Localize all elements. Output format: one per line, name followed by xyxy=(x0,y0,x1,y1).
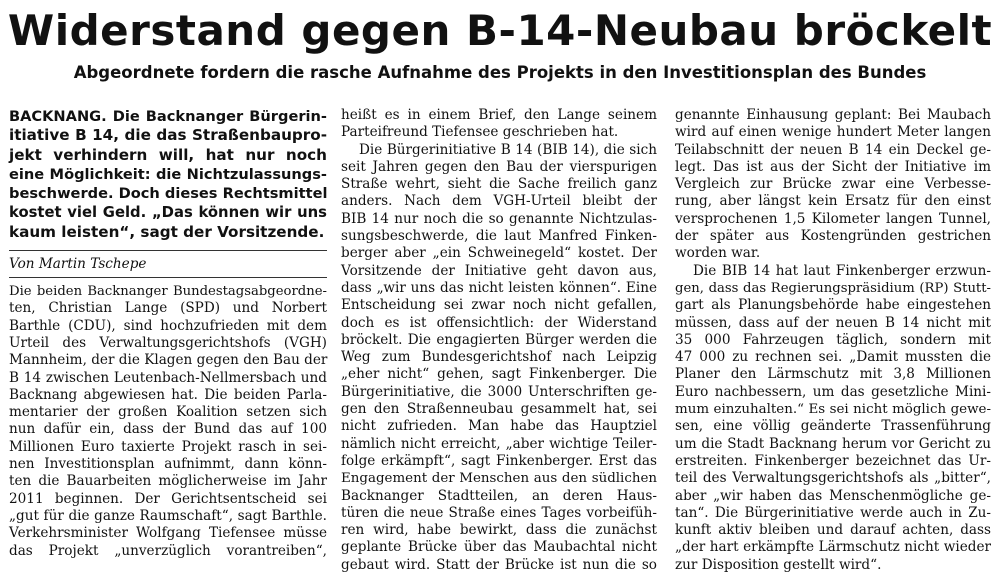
text-line: Die BIB 14 hat laut Finkenberger erzwun- xyxy=(693,262,991,279)
text-line: Teilabschnitt der neuen B 14 ein Deckel ge- xyxy=(675,141,991,158)
text-line: das Projekt „unverzüglich vorantreiben“, xyxy=(9,542,327,559)
lead-line: kaum leisten“, sagt der Vorsitzende. xyxy=(9,222,325,241)
lead-line: itiative B 14, die das Straßenbaupro- xyxy=(9,126,327,145)
text-line: Weg zum Bundesgerichtshof nach Leipzig xyxy=(341,349,657,366)
divider xyxy=(9,250,327,251)
lead-line: BACKNANG. Die Backnanger Bürgerin- xyxy=(9,108,327,125)
text-line: „eher nicht“ gehen, sagt Finkenberger. Die xyxy=(341,366,657,383)
column-body xyxy=(9,283,327,560)
text-line: Die Bürgerinitiative B 14 (BIB 14), die sich xyxy=(359,141,657,158)
text-line: 35 000 Fahrzeugen täglich, sondern mit xyxy=(675,331,991,348)
text-line: „gut für die ganze Raumschaft“, sagt Barthle. xyxy=(9,507,327,524)
lead-line: jekt verhindern will, hat nur noch xyxy=(9,145,327,164)
text-line: Barthle (CDU), sind hochzufrieden mit dem xyxy=(9,317,327,334)
text-line: Bürgerinitiative, die 3000 Unterschriften ge- xyxy=(341,383,657,400)
text-line: geplante Brücke über das Maubachtal nicht xyxy=(341,539,657,556)
article-subheadline: Abgeordnete fordern die rasche Aufnahme des Projekts in den Investitionsplan des Bundes xyxy=(73,63,927,82)
text-line: Euro nachbessern, um das gesetzliche Mini- xyxy=(675,383,991,400)
text-line: legt. Das ist aus der Sicht der Initiative im xyxy=(675,158,991,175)
text-line: Engagement der Menschen aus den südlichen xyxy=(341,471,657,487)
text-line: nun dafür ein, dass der Bund das auf 100 xyxy=(9,421,327,438)
text-line: Vergleich zur Brücke zwar eine Verbesse- xyxy=(675,176,991,193)
article-lead xyxy=(9,107,327,242)
text-line: gen, dass das Regierungspräsidium (RP) Stutt- xyxy=(675,280,991,296)
text-line: Millionen Euro taxierte Projekt rasch in sei- xyxy=(9,438,327,455)
text-line: B 14 zwischen Leutenbach-Nellmersbach und xyxy=(9,369,327,386)
article-headline: Widerstand gegen B-14-Neubau bröckelt xyxy=(7,6,993,55)
text-line: doch es ist offensichtlich: der Widerstand xyxy=(341,314,657,331)
article-column-2 xyxy=(341,107,657,574)
text-line: 47 000 zu rechnen sei. „Damit mussten die xyxy=(675,349,991,366)
text-line: mum einzuhalten.“ Es sei nicht möglich gewe- xyxy=(675,402,991,418)
text-line: folge erkämpft“, sagt Finkenberger. Erst das xyxy=(341,452,657,469)
article-byline: Von Martin Tschepe xyxy=(9,256,147,273)
text-line: ren wird, habe bewirkt, dass die zunächst xyxy=(341,522,657,539)
text-line: seit Jahren gegen den Bau der vierspurigen xyxy=(341,158,657,175)
text-line: Parteifreund Tiefensee geschrieben hat. xyxy=(341,124,619,141)
text-line: gebaut wird. Statt der Brücke ist nun die so xyxy=(341,556,657,573)
text-line: ten, Christian Lange (SPD) und Norbert xyxy=(9,300,327,317)
text-line: nämlich nicht erreicht, „aber wichtige Teiler- xyxy=(341,435,657,452)
lead-line: kostet viel Geld. „Das können wir uns xyxy=(9,204,327,222)
text-line: heißt es in einem Brief, den Lange seinem xyxy=(341,107,657,123)
text-line: gart als Planungsbehörde habe eingestehen xyxy=(675,297,991,314)
text-line: gen den Straßenneubau gesammelt hat, sei xyxy=(341,401,657,418)
text-line: türen die neue Straße eines Tages vorbeifüh- xyxy=(341,504,657,521)
text-line: nen Investitionsplan aufnimmt, dann könn- xyxy=(9,456,327,473)
text-line: um die Stadt Backnang herum vor Gericht zu xyxy=(675,435,991,452)
text-line: der später aus Kostengründen gestrichen xyxy=(675,228,991,245)
text-line: Straße wehrt, sieht die Sache freilich ganz xyxy=(341,176,657,193)
text-line: Die beiden Backnanger Bundestagsabgeordne- xyxy=(9,284,327,300)
text-line: rung, aber längst kein Ersatz für den einst xyxy=(675,193,991,210)
text-line: dass „wir uns das nicht leisten können“. Eine xyxy=(341,279,657,296)
text-line: BIB 14 nur noch die so genannte Nichtzulas- xyxy=(341,210,657,227)
lead-line: eine Möglichkeit: die Nichtzulassungs- xyxy=(9,165,327,183)
text-line: berger aber „ein Schweinegeld“ kostet. Der xyxy=(341,245,657,262)
article-column-1 xyxy=(9,107,327,560)
text-line: Verkehrsminister Wolfgang Tiefensee müsse xyxy=(9,525,327,542)
text-line: 2011 beginnen. Der Gerichtsentscheid sei xyxy=(9,490,327,507)
text-line: kunft aktiv bleiben und darauf achten, dass xyxy=(675,522,991,539)
text-line: mentarier der großen Koalition setzen sich xyxy=(9,404,327,421)
text-line: worden war. xyxy=(675,245,761,262)
text-line: „der hart erkämpfte Lärmschutz nicht wieder xyxy=(675,539,991,556)
text-line: nicht zufrieden. Man habe das Hauptziel xyxy=(341,418,657,435)
text-line: wird auf einen wenige hundert Meter langen xyxy=(675,124,991,141)
text-line: tan“. Die Bürgerinitiative werde auch in Zu- xyxy=(675,504,991,521)
lead-line: beschwerde. Doch dieses Rechtsmittel xyxy=(9,185,328,203)
text-line: Backnang abgewiesen hat. Die beiden Parla- xyxy=(9,386,327,403)
text-line: Mannheim, der die Klagen gegen den Bau der xyxy=(9,352,328,369)
text-line: bröckelt. Die engagierten Bürger werden die xyxy=(341,331,657,348)
text-line: erstreiten. Finkenberger bezeichnet das Ur- xyxy=(675,452,991,469)
article-column-3 xyxy=(675,107,991,574)
text-line: sungsbeschwerde, die laut Manfred Finken- xyxy=(341,228,657,245)
text-line: teil des Verwaltungsgerichtshofs als „bitter“, xyxy=(675,470,991,487)
text-line: Backnanger Stadtteilen, an deren Haus- xyxy=(341,487,657,504)
divider xyxy=(9,277,327,278)
text-line: Planer den Lärmschutz mit 3,8 Millionen xyxy=(675,366,991,383)
text-line: Entscheidung sei zwar noch nicht gefallen, xyxy=(341,297,657,314)
text-line: ten die Bauarbeiten möglicherweise im Jahr xyxy=(9,473,327,490)
text-line: müssen, dass auf der neuen B 14 nicht mit xyxy=(675,314,991,331)
text-line: Vorsitzende der Initiative geht davon aus, xyxy=(341,262,657,279)
text-line: versprochenen 1,5 Kilometer langen Tunnel, xyxy=(675,210,991,227)
text-line: Urteil des Verwaltungsgerichtshofs (VGH) xyxy=(9,334,327,351)
text-line: genannte Einhausung geplant: Bei Maubach xyxy=(675,107,991,123)
text-line: sen, eine völlig geänderte Trassenführung xyxy=(675,418,991,435)
text-line: zur Disposition gestellt wird“. xyxy=(675,556,882,573)
text-line: anders. Nach dem VGH-Urteil bleibt der xyxy=(341,193,657,210)
text-line: aber „wir haben das Menschenmögliche ge- xyxy=(675,487,991,504)
